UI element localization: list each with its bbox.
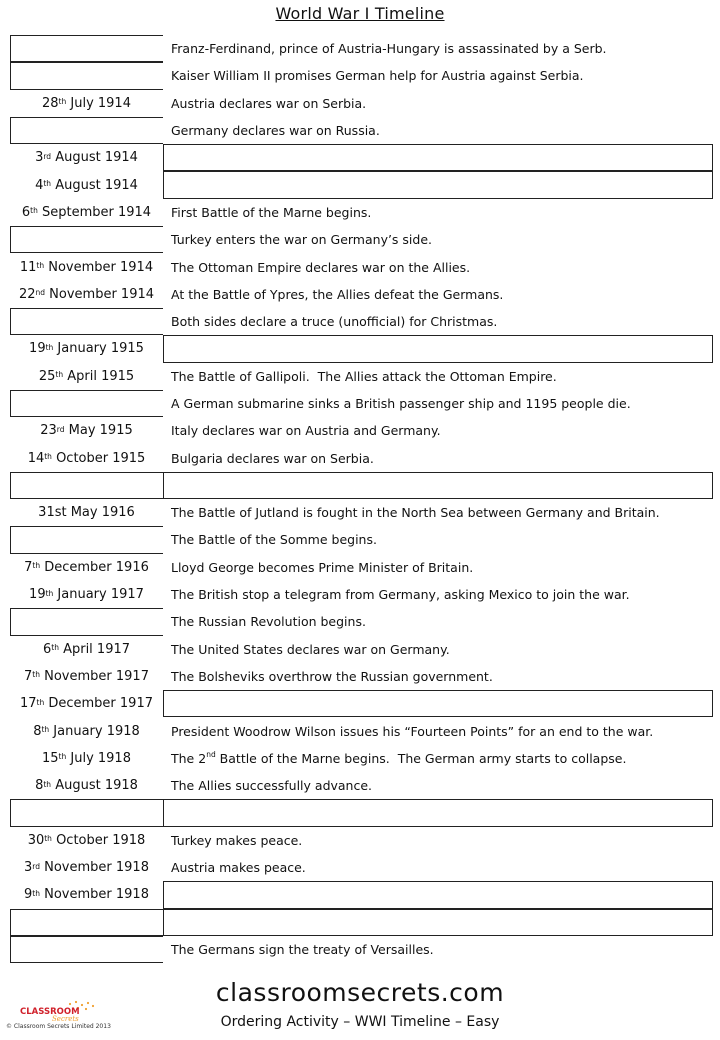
date-blank-box[interactable]: [10, 936, 163, 963]
date-cell: 8 $^{th}$ January 1918: [33, 723, 140, 739]
event-cell: [163, 608, 713, 635]
event-cell: [163, 854, 713, 881]
footer-subtitle: Ordering Activity – WWI Timeline – Easy: [220, 1014, 500, 1030]
date-cell: 23 $^{rd}$ May 1915: [40, 423, 133, 439]
date-rest: November 1914: [45, 286, 155, 302]
date-rest: January 1917: [53, 587, 144, 603]
event-cell: [163, 936, 713, 963]
date-cell: 11 $^{th}$ November 1914: [19, 259, 154, 275]
date-day: 30: [27, 832, 45, 848]
date-cell: 6 $^{th}$ September 1914: [21, 204, 152, 220]
date-day: 25: [38, 368, 56, 384]
timeline-row: [10, 417, 713, 444]
timeline-row: [10, 581, 713, 608]
event-cell: [163, 499, 713, 526]
timeline-row: [10, 608, 713, 635]
event-cell: [163, 554, 713, 581]
date-cell: 14 $^{th}$ October 1915: [27, 450, 146, 466]
date-blank-box[interactable]: [10, 62, 163, 89]
timeline-row: [10, 90, 713, 117]
page-title: World War I Timeline: [275, 4, 445, 23]
date-cell: 15 $^{th}$ July 1918: [42, 750, 131, 766]
event-text: Kaiser William II promises German help for Austria against Serbia.: [171, 68, 584, 84]
event-cell: [163, 281, 713, 308]
event-text: Both sides declare a truce (unofficial) for Christmas.: [171, 314, 498, 330]
date-day: 8: [35, 778, 44, 794]
date-cell: 7 $^{th}$ November 1917: [24, 668, 149, 684]
date-blank-box[interactable]: [10, 799, 163, 826]
svg-text:Secrets: Secrets: [52, 1015, 79, 1022]
date-rest: September 1914: [37, 204, 152, 220]
date-day: 6: [42, 641, 52, 657]
event-text: The Battle of Gallipoli. The Allies attack the Ottoman Empire.: [171, 368, 557, 384]
timeline-row: [10, 253, 713, 280]
event-text: The United States declares war on Germany.: [171, 641, 450, 657]
event-blank-box[interactable]: [163, 472, 713, 499]
event-blank-box[interactable]: [163, 171, 713, 198]
date-cell: [10, 499, 163, 526]
date-cell: 22 $^{nd}$ November 1914: [18, 286, 155, 302]
event-blank-box[interactable]: [163, 144, 713, 171]
date-cell: 9 $^{th}$ November 1918: [24, 887, 149, 903]
timeline-row: [10, 854, 713, 881]
date-day: 9: [24, 887, 33, 903]
timeline-row: [10, 745, 713, 772]
event-cell: [163, 636, 713, 663]
event-cell: [163, 745, 713, 772]
date-blank-box[interactable]: [10, 390, 163, 417]
date-rest: August 1914: [51, 177, 138, 193]
date-blank-box[interactable]: [10, 608, 163, 635]
svg-text:CLASSROOM: CLASSROOM: [20, 1007, 80, 1017]
date-rest: January 1918: [49, 723, 140, 739]
event-text: The Battle of the Somme begins.: [171, 532, 377, 548]
event-cell: [163, 526, 713, 553]
event-cell: [163, 199, 713, 226]
timeline-row: [10, 881, 713, 908]
event-text: Lloyd George becomes Prime Minister of Britain.: [171, 559, 474, 575]
event-text: Italy declares war on Austria and Germany.: [171, 423, 441, 439]
event-cell: [163, 363, 713, 390]
date-day: 3: [24, 860, 33, 876]
timeline-row: [10, 772, 713, 799]
event-text: Germany declares war on Russia.: [171, 123, 380, 139]
event-cell: [163, 35, 713, 62]
timeline-row: [10, 499, 713, 526]
timeline-row: [10, 554, 713, 581]
date-day: 3: [35, 150, 44, 166]
event-text: At the Battle of Ypres, the Allies defeat the Germans.: [171, 286, 504, 302]
event-cell: [163, 444, 713, 471]
event-blank-box[interactable]: [163, 690, 713, 717]
event-text: Austria makes peace.: [171, 860, 306, 876]
event-text: The Russian Revolution begins.: [171, 614, 366, 630]
date-cell: 28 $^{th}$ July 1914: [42, 95, 131, 111]
date-cell: 6 $^{th}$ April 1917: [42, 641, 131, 657]
event-text: The Allies successfully advance.: [171, 778, 373, 794]
event-text: Turkey makes peace.: [171, 832, 303, 848]
event-cell: [163, 417, 713, 444]
timeline-row: [10, 444, 713, 471]
event-cell: [163, 717, 713, 744]
date-day: 22: [18, 286, 36, 302]
event-text: Bulgaria declares war on Serbia.: [171, 450, 374, 466]
timeline-row: [10, 144, 713, 171]
date-cell: 25 $^{th}$ April 1915: [38, 368, 135, 384]
event-text: The Battle of Jutland is fought in the North Sea between Germany and Britain.: [171, 505, 660, 521]
date-rest: July 1914: [66, 95, 131, 111]
date-day: 15: [42, 750, 59, 766]
timeline-row: [10, 663, 713, 690]
date-rest: October 1918: [51, 832, 146, 848]
event-text: The 2nd Battle of the Marne begins. The German army starts to collapse.: [171, 749, 627, 766]
date-day: 17: [19, 696, 37, 712]
date-cell: 30 $^{th}$ October 1918: [27, 832, 146, 848]
event-text: The Bolsheviks overthrow the Russian government.: [171, 668, 493, 684]
date-day: 19: [29, 587, 46, 603]
event-text: The Ottoman Empire declares war on the Allies.: [171, 259, 471, 275]
date-day: 6: [21, 204, 31, 220]
event-cell: [163, 90, 713, 117]
event-blank-box[interactable]: [163, 881, 713, 908]
timeline-row: [10, 472, 713, 499]
timeline-row: [10, 799, 713, 826]
date-day: 19: [29, 341, 46, 357]
date-rest: November 1918: [40, 887, 149, 903]
event-text: The British stop a telegram from Germany, asking Mexico to join the war.: [171, 587, 630, 603]
classroom-secrets-logo: [18, 1000, 98, 1022]
date-rest: April 1917: [58, 641, 131, 657]
date-cell: 17 $^{th}$ December 1917: [19, 696, 153, 712]
event-text: Turkey enters the war on Germany’s side.: [171, 232, 433, 248]
timeline-row: [10, 936, 713, 963]
date-blank-box[interactable]: [10, 472, 163, 499]
date-cell: 3 $^{rd}$ November 1918: [24, 860, 149, 876]
event-text: First Battle of the Marne begins.: [171, 204, 372, 220]
date-cell: 8 $^{th}$ August 1918: [35, 778, 138, 794]
date-cell: 19 $^{th}$ January 1917: [29, 587, 144, 603]
timeline-row: [10, 62, 713, 89]
date-blank-box[interactable]: [10, 35, 163, 62]
event-blank-box[interactable]: [163, 799, 713, 826]
date-blank-box[interactable]: [10, 308, 163, 335]
date-rest: November 1914: [44, 259, 154, 275]
date-day: 28: [42, 95, 59, 111]
copyright-text: © Classroom Secrets Limited 2013: [6, 1023, 111, 1030]
event-cell: [163, 117, 713, 144]
date-day: 7: [24, 559, 33, 575]
date-blank-box[interactable]: [10, 526, 163, 553]
date-cell: 3 $^{rd}$ August 1914: [35, 150, 138, 166]
date-cell: 4 $^{th}$ August 1914: [35, 177, 138, 193]
timeline-row: [10, 171, 713, 198]
timeline-row: [10, 390, 713, 417]
timeline-row: [10, 117, 713, 144]
date-day: 8: [33, 723, 42, 739]
timeline-row: [10, 308, 713, 335]
timeline-row: [10, 35, 713, 62]
timeline-row: [10, 199, 713, 226]
event-text: Franz-Ferdinand, prince of Austria-Hungary is assassinated by a Serb.: [171, 41, 607, 57]
event-text: Austria declares war on Serbia.: [171, 95, 367, 111]
date-rest: August 1914: [51, 150, 138, 166]
timeline-row: [10, 335, 713, 362]
event-cell: [163, 772, 713, 799]
date-day: 14: [27, 450, 45, 466]
event-cell: [163, 226, 713, 253]
date-blank-box[interactable]: [10, 226, 163, 253]
event-cell: [163, 390, 713, 417]
date-day: 23: [40, 423, 57, 439]
date-rest: May 1915: [64, 423, 133, 439]
timeline-row: [10, 363, 713, 390]
timeline-row: [10, 636, 713, 663]
date-day: 31st May 1916: [38, 505, 135, 521]
date-day: 7: [24, 668, 33, 684]
event-blank-box[interactable]: [163, 335, 713, 362]
date-rest: November 1918: [40, 860, 149, 876]
date-rest: December 1916: [40, 559, 149, 575]
timeline-row: [10, 909, 713, 936]
event-text: A German submarine sinks a British passenger ship and 1195 people die.: [171, 396, 631, 411]
date-rest: November 1917: [40, 668, 149, 684]
timeline-row: [10, 717, 713, 744]
timeline-table: [10, 35, 713, 963]
event-cell: [163, 253, 713, 280]
date-day: 4: [35, 177, 44, 193]
event-cell: [163, 663, 713, 690]
timeline-row: [10, 226, 713, 253]
date-cell: 7 $^{th}$ December 1916: [24, 559, 149, 575]
timeline-row: [10, 281, 713, 308]
event-text: The Germans sign the treaty of Versailles.: [171, 941, 434, 957]
event-cell: [163, 581, 713, 608]
date-blank-box[interactable]: [10, 909, 163, 936]
date-blank-box[interactable]: [10, 117, 163, 144]
event-cell: [163, 308, 713, 335]
date-rest: August 1918: [51, 778, 138, 794]
date-rest: October 1915: [51, 450, 146, 466]
date-rest: April 1915: [63, 368, 135, 384]
timeline-row: [10, 690, 713, 717]
footer-site: classroomsecrets.com: [215, 978, 505, 1007]
date-rest: December 1917: [44, 696, 153, 712]
event-cell: [163, 827, 713, 854]
date-day: 11: [19, 259, 37, 275]
event-cell: [163, 62, 713, 89]
date-rest: January 1915: [53, 341, 144, 357]
date-cell: 19 $^{th}$ January 1915: [29, 341, 144, 357]
timeline-row: [10, 827, 713, 854]
date-rest: July 1918: [66, 750, 131, 766]
event-text: President Woodrow Wilson issues his “Fourteen Points” for an end to the war.: [171, 723, 654, 739]
timeline-row: [10, 526, 713, 553]
event-blank-box[interactable]: [163, 909, 713, 936]
